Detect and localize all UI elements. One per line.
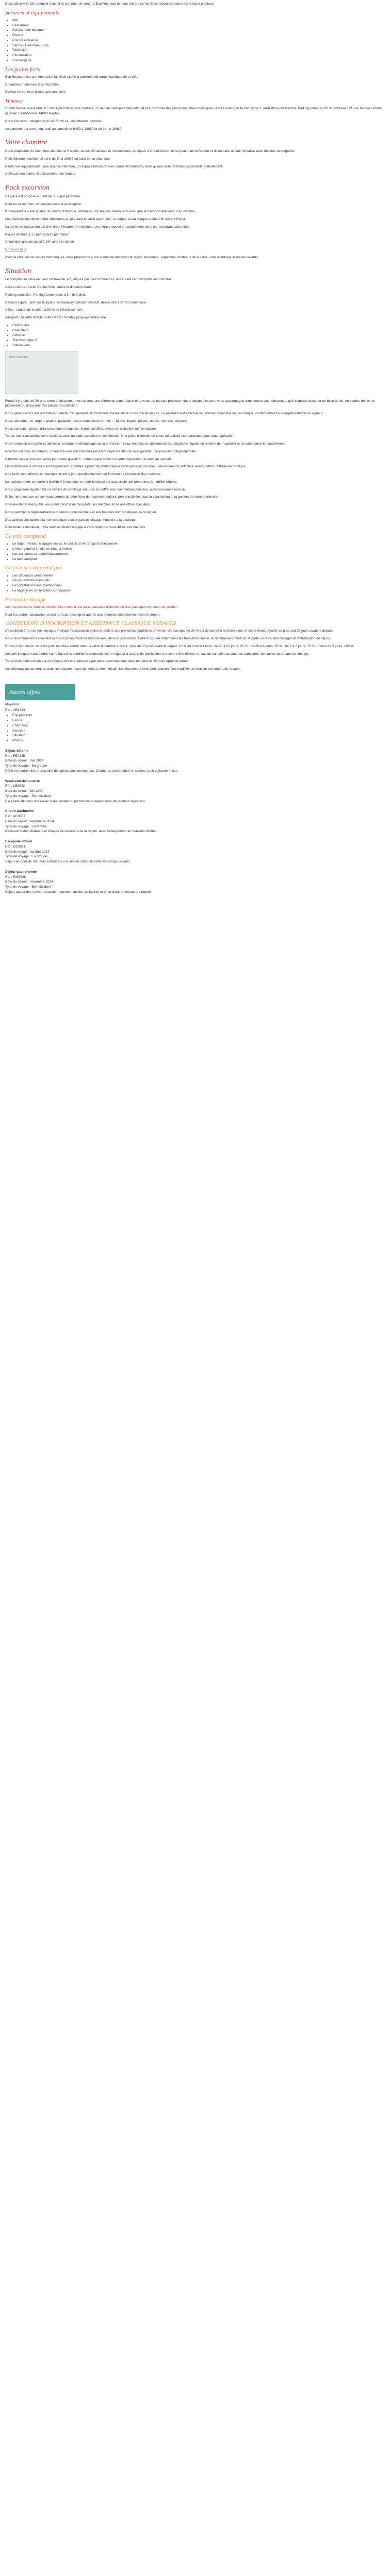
nav-link[interactable]: • Loisirs <box>12 718 386 723</box>
chambre-paragraph: Parmi nos équipements : une piscine intérieure, un espace bien-être avec sauna et hammam, ainsi qu'une salle de fitness accessible gratuitement. <box>5 164 223 168</box>
list-item: • Sauna - Hammam - Spa <box>12 43 386 48</box>
conditions-paragraph: L'inscription à l'un de nos voyages implique l'acceptation pleine et entière des présentes conditions de vente. Un acompte de 30 % est demandé à la réservation, le solde étant payable au plus tard 30 jours avant le départ. <box>5 629 333 633</box>
long-paragraph: Fondé il y a plus de 30 ans, notre établissement est devenu une référence dans l'achat et la vente de métaux précieux. Notre équipe d'experts vous accompagne dans toutes vos démarches, qu'il s'agisse d'estimer un bijou hérité, de vendre de l'or de placement ou d'acquérir des pièces de collection. <box>5 399 375 408</box>
not-included-title: Ce prix ne comprend pas <box>5 565 62 571</box>
offer-line: Type de voyage : En individuel <box>5 885 51 889</box>
offer-ref: Réf : RM5528 <box>5 875 26 879</box>
offer-line: Escapade de deux nuits avec visite guidée du patrimoine et dégustation de produits régionaux. <box>5 799 146 803</box>
long-paragraph: Des ateliers d'initiation à la numismatique sont organisés chaque trimestre à la boutique. <box>5 518 137 522</box>
list-item: • Les prestations non mentionnées <box>12 583 386 588</box>
list-item: • Service petit déjeuner <box>12 28 386 33</box>
not-included-list <box>5 573 386 594</box>
chambre-title: Votre chambre <box>5 139 47 147</box>
situation-paragraph: Aéroport : navette directe toutes les 20 minutes jusqu'au centre-ville. <box>5 316 107 320</box>
venez-title: Venez-y <box>5 98 23 105</box>
prefs-title: Ce prix comprend <box>5 533 46 540</box>
nav-link[interactable]: • Situation <box>12 733 386 738</box>
list-item: • Restaurant <box>12 23 386 28</box>
list-item: • Les transferts aéroport/hôtel/aéroport <box>12 552 386 557</box>
points-paragraph: Chambres modernes et confortables <box>5 82 60 87</box>
long-paragraph: Enfin, notre espace conseil vous permet de bénéficier de recommandations personnalisées pour la constitution et la gestion de votre patrimoine. <box>5 495 220 499</box>
long-paragraph: Nous participons régulièrement aux salons professionnels et aux bourses numismatiques de la région. <box>5 510 157 514</box>
nav-summary-item: Mayenne <box>5 702 19 706</box>
offer-line: Hôtel en centre-ville, à proximité des principaux commerces. Chambres confortables et calmes, petit déjeuner inclus. <box>5 769 178 773</box>
long-paragraph: Une newsletter mensuelle vous tient informé de l'actualité des marchés et de nos offres spéciales. <box>5 503 151 507</box>
offer-line: Date du séjour : octobre 2024 <box>5 850 50 854</box>
prefs-list <box>5 541 386 562</box>
pack-paragraph: Places limitées à 12 participants par départ. <box>5 232 71 236</box>
conditions-paragraph: Toute réclamation relative à un voyage doit être adressée par lettre recommandée dans un délai de 30 jours après le retour. <box>5 659 189 664</box>
venez-paragraph: L'hôtel Reynaud est situé à 5 min à pied de la gare centrale, 12 min de l'aéroport international et à proximité des principaux sites touristiques. Accès direct par le tram ligne 2, arrêt Place du Marché. Parking public à 200 m. Adresse : 21 rue Jacques Prunet, Quartier Saint-Michel, 44000 Nantes. <box>5 107 384 116</box>
services-list <box>5 18 386 63</box>
long-paragraph: Nous vendons : pièces d'investissement, lingotins, lingots certifiés, pièces de collection numismatique. <box>5 427 157 431</box>
offer-ref: Réf : DC9071 <box>5 844 26 849</box>
conditions-title: CONDITIONS D'INSCRIPTION ET ASSISTANCE CLASSIQUE VOYAGES <box>5 620 176 627</box>
list-item: • Wifi <box>12 18 386 23</box>
long-paragraph: N'hésitez pas à nous contacter pour toute question : notre équipe se tient à votre disposition du lundi au samedi. <box>5 457 172 461</box>
offer-line: Découverte des châteaux et villages de caractère de la région, avec hébergement en maisons d'hôtes. <box>5 829 158 834</box>
list-item: • Climatisation <box>12 53 386 58</box>
long-paragraph: Nous proposons également un service de stockage sécurisé en coffre pour vos métaux précieux, avec assurance incluse. <box>5 487 186 492</box>
long-text <box>5 399 386 531</box>
offer-title: Séjour gastronomie <box>5 870 37 874</box>
conditions-paragraph: Nous recommandons vivement la souscription d'une assurance annulation et assistance. Celle-ci couvre notamment les frais d'annulation, le rapatriement médical, la perte ou le vol des bagages et l'interruption de séjour. <box>5 637 331 641</box>
situation-paragraph: Accès voiture : sortie Centre-Ville, suivre la direction Gare. <box>5 285 92 290</box>
list-item: • Les dépenses personnelles <box>12 573 386 579</box>
list-item: • Station vélo <box>12 343 386 348</box>
nav-link[interactable]: • Services <box>12 728 386 734</box>
list-item: • L'hébergement 2 nuits en hôtel 3 étoiles <box>12 547 386 552</box>
offer-title: Week-end découverte <box>5 779 40 783</box>
chambre-paragraph: Animaux non admis. Établissement non-fumeur. <box>5 172 77 176</box>
offer-line: Séjour en bord de mer avec balades sur le sentier côtier et visite des marais salants. <box>5 860 131 864</box>
avenir-paragraph: Avec la création de circuits thématiques, nous proposons à nos clients de découvrir la région autrement : vignobles, châteaux de la Loire, côte atlantique et marais salants. <box>5 255 259 259</box>
situation-paragraph: Vélos : station de location à 50 m de l'établissement. <box>5 308 84 312</box>
list-item: • Centre-ville <box>12 323 386 328</box>
offer-ref: Réf : LE8842 <box>5 784 25 788</box>
services-title: Services et équipements <box>5 9 60 16</box>
pack-paragraph: Ce pack est proposé au tarif de 35 € par personne. <box>5 194 81 198</box>
conditions-paragraph: En cas d'annulation de votre part, des frais seront retenus selon le barème suivant : plus de 30 jours avant le départ, 10 % du montant total ; de 30 à 21 jours, 25 % ; de 20 à 8 jours, 50 % ; de 7 à 2 jours, 75 % ; moins de 2 jours, 100 %. <box>5 644 355 648</box>
list-item: • Télévision <box>12 48 386 53</box>
points-paragraph: Ecu Reynaud est une entreprise familiale située à proximité du cœur historique de la ville. <box>5 75 138 79</box>
list-item: • Le trajet - Retour. Bagages inclus, le tout dans le transport sélectionné <box>12 541 386 547</box>
offer-line: Type de voyage : En famille <box>5 824 46 828</box>
long-paragraph: Nos tarifs sont affichés en boutique et mis à jour quotidiennement en fonction de l'évolution des marchés. <box>5 472 161 477</box>
nav-link[interactable]: • Photos <box>12 738 386 743</box>
other-offers-header <box>5 684 75 700</box>
long-paragraph: Toutes nos transactions sont réalisées dans un cadre sécurisé et confidentiel. Une pièce d'identité en cours de validité est demandée pour toute opération. <box>5 434 235 438</box>
pack-paragraph: Annulation gratuite jusqu'à 24h avant le départ. <box>5 240 75 244</box>
list-item: • Les pourboires éventuels <box>12 578 386 583</box>
offer-card[interactable] <box>5 870 386 895</box>
offer-line: Date du séjour : septembre 2024 <box>5 819 54 823</box>
list-item: • Piscine <box>12 33 386 38</box>
pack-paragraph: Pour en savoir plus, renseignez-vous à la réception. <box>5 202 83 206</box>
conditions-paragraph: Les informations contenues dans ce document sont données à titre indicatif. Les horaires et itinéraires peuvent être modifiés en fonction des impératifs locaux. <box>5 667 240 671</box>
offer-title: Escapade littoral <box>5 840 32 844</box>
list-item: • Gare SNCF <box>12 328 386 333</box>
offer-card[interactable] <box>5 839 386 865</box>
map-label: Plan d'accès <box>9 355 28 359</box>
chambre-paragraph: Petit déjeuner continental servi de 7h à 10h30 en salle ou en chambre. <box>5 157 110 161</box>
nav-summary-item: Réf : AB1234 <box>5 708 25 712</box>
pack-paragraph: La durée de l'excursion est d'environ 4 heures. Un déjeuner peut être proposé en supplément dans un restaurant partenaire. <box>5 225 190 229</box>
situation-paragraph: Parking conseillé : Parking Commerce, à 3 min à pied. <box>5 293 86 297</box>
intro-line: Description À la fois comptoir d'achat et comptoir de vente, L'Écu Reynaud est une entreprise familiale spécialisée dans les métaux précieux. <box>5 2 215 6</box>
situation-paragraph: Depuis la gare : prendre la ligne 2 du tramway direction Orvault, descendre à l'arrêt Commerce. <box>5 300 147 304</box>
offer-line: Type de voyage : En individuel <box>5 794 51 798</box>
situation-title: Situation <box>5 267 31 275</box>
formalities-paragraph: Les ressortissants français doivent être munis d'une carte nationale d'identité ou d'un passeport en cours de validité. <box>5 605 178 609</box>
pack-more-link[interactable]: En savoir plus <box>5 248 26 252</box>
offer-card[interactable] <box>5 809 386 834</box>
situation-list <box>5 323 386 348</box>
long-paragraph: Les estimations à distance sont également possibles à partir de photographies envoyées par courriel ; une estimation définitive sera toutefois réalisée en boutique. <box>5 465 247 469</box>
long-paragraph: Nous achetons : or, argent, platine, palladium, sous toutes leurs formes — bijoux, lingots, pièces, débris, montres, couverts. <box>5 419 189 423</box>
map-placeholder[interactable] <box>5 351 78 394</box>
nav-link[interactable]: • Chambres <box>12 723 386 728</box>
pack-title: Pack excursion <box>5 184 50 192</box>
page <box>0 0 391 895</box>
offer-ref: Réf : AG3357 <box>5 815 26 819</box>
offer-line: Date du séjour : juin 2024 <box>5 789 44 793</box>
nav-link[interactable]: • Équipements <box>12 713 386 718</box>
pack-paragraph: Les réservations doivent être effectuées au plus tard la veille avant 18h. Le départ a lieu chaque matin à 9h devant l'hôtel. <box>5 217 186 222</box>
offer-line: Date du séjour : mai 2024 <box>5 759 44 763</box>
offer-ref: Réf : FE2145 <box>5 754 25 758</box>
offer-card[interactable] <box>5 749 386 774</box>
venez-paragraph: Le comptoir est ouvert du lundi au samedi de 9h30 à 12h30 et de 14h à 18h30. <box>5 127 123 131</box>
nav-summary-list <box>5 713 386 743</box>
list-item: • Aéroport <box>12 333 386 338</box>
points-paragraph: Service de vente et d'achat personnalisé <box>5 90 66 94</box>
offer-line: Type de voyage : En groupe <box>5 764 47 768</box>
list-item: • Tramway ligne 2 <box>12 338 386 343</box>
long-paragraph: Nous garantissons une estimation gratuite, transparente et immédiate, basée sur le cours officiel du jour. Le paiement est effectué par virement bancaire ou par chèque, conformément à la réglementation en vigueur. <box>5 412 324 416</box>
offer-line: Séjour autour des saveurs locales : marchés, ateliers culinaires et dîner dans un restaurant réputé. <box>5 890 152 894</box>
other-offers-title: Autres offres <box>9 688 41 696</box>
venez-paragraph: Nous contacter : téléphone 02 40 35 26 14, site internet, courriel. <box>5 119 102 123</box>
chambre-paragraph: Nous proposons 24 chambres doubles et 6 suites, toutes climatisées et insonorisées, équipées d'une télévision écran plat, d'un coffre-fort et d'une salle de bain privative avec douche ou baignoire. <box>5 149 296 154</box>
offer-line: Date du séjour : novembre 2024 <box>5 880 53 884</box>
list-item: • Piscine intérieure <box>12 38 386 43</box>
long-paragraph: Pour les volumes importants, un rendez-vous personnalisé peut être organisé afin de vous garantir une prise en charge optimale. <box>5 449 197 453</box>
pack-paragraph: Il comprend la visite guidée du centre historique, l'entrée au musée des Beaux-Arts ainsi que le transport aller-retour en minibus. <box>5 210 196 214</box>
nav-summary <box>5 702 386 743</box>
list-item: • Le taxe aéroport <box>12 557 386 562</box>
long-paragraph: Le stationnement est facile à proximité immédiate et notre boutique est accessible aux personnes à mobilité réduite. <box>5 480 177 484</box>
situation-paragraph: Le comptoir se situe en plein centre-ville, à quelques pas des commerces, restaurants et transports en commun. <box>5 278 172 282</box>
long-paragraph: Notre comptoir est agréé et adhère à la charte de déontologie de la profession. Nous respectons strictement les obligations légales en matière de traçabilité et de lutte contre le blanchiment. <box>5 442 286 446</box>
points-title: Les points forts <box>5 66 40 73</box>
offer-title: Séjour détente <box>5 749 29 753</box>
offer-card[interactable] <box>5 779 386 804</box>
formalities-paragraph: Pour les autres nationalités, merci de vous renseigner auprès des autorités compétentes avant le départ. <box>5 613 161 617</box>
formalities-title: Formalité Voyage <box>5 596 46 603</box>
offer-line: Type de voyage : En groupe <box>5 855 47 859</box>
offer-title: Circuit patrimoine <box>5 809 34 814</box>
long-paragraph: Pour toute réclamation, notre service client s'engage à vous répondre sous 48 heures ouvrées. <box>5 526 146 530</box>
list-item: • Conciergerie <box>12 58 386 63</box>
conditions-paragraph: Les prix indiqués sont établis sur la base des conditions économiques en vigueur à la date de publication et peuvent être révisés en cas de variation du coût des transports, des taxes ou du taux de change. <box>5 652 309 656</box>
list-item: • Le bagage en soute (selon compagnie) <box>12 588 386 594</box>
